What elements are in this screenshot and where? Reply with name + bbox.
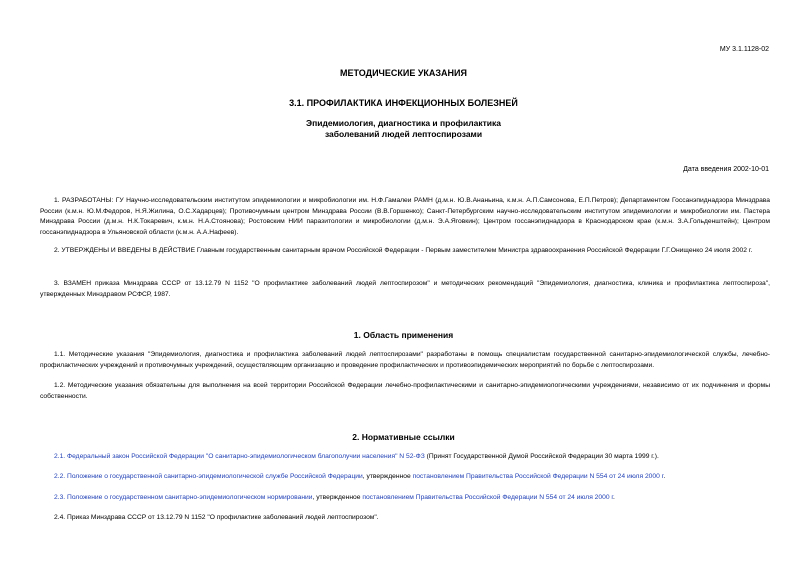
document-code: МУ 3.1.1128-02: [719, 46, 769, 53]
scope-paragraph-1: 1.1. Методические указания "Эпидемиология, диагностика и профилактика заболеваний людей лептоспирозами" разработаны в помощь специалистам государственной санитарно-эпидемиологической службы, лечебно-профилактических учреждений и противочумных учреждений, осуществляющим организацию и проведение профилактических и противоэпидемических мероприятий по борьбе с лептоспирозами.: [40, 351, 770, 369]
approved-paragraph: 2. УТВЕРЖДЕНЫ И ВВЕДЕНЫ В ДЕЙСТВИЕ Главным государственным санитарным врачом Российской Федерации - Первым заместителем Министра здравоохранения Российской Федерации Г.Г.Онищенко 24 июля 2002 г.: [54, 247, 753, 254]
reference-3-text: , утвержденное: [312, 494, 363, 501]
reference-1-text: (Принят Государственной Думой Российской Федерации 30 марта 1999 г.).: [424, 453, 659, 460]
reference-item-2: [54, 472, 774, 482]
government-decree-link-1[interactable]: постановлением Правительства Российской Федерации N 554 от 24 июля 2000 г: [412, 473, 664, 480]
introduction-date: Дата введения 2002-10-01: [683, 166, 769, 173]
reference-2-text: , утвержденное: [362, 473, 413, 480]
reference-3-number: 2.3.: [54, 494, 68, 501]
reference-2-end: .: [663, 473, 666, 480]
subtitle-line-2: заболеваний людей лептоспирозами: [324, 129, 483, 139]
document-subtitle: [0, 118, 807, 140]
scope-heading: 1. Область применения: [353, 330, 454, 340]
government-decree-link-2[interactable]: постановлением Правительства Российской Федерации N 554 от 24 июля 2000 г: [362, 494, 614, 501]
document-type-title: МЕТОДИЧЕСКИЕ УКАЗАНИЯ: [340, 68, 467, 78]
section-title: 3.1. ПРОФИЛАКТИКА ИНФЕКЦИОННЫХ БОЛЕЗНЕЙ: [289, 98, 518, 108]
scope-paragraph-2: 1.2. Методические указания обязательны для выполнения на всей территории Российской Федерации лечебно-профилактическими и санитарно-эпидемиологическими учреждениями, независимо от их подчинения и формы собственности.: [40, 382, 770, 400]
sanitary-standardization-regulation-link[interactable]: Положение о государственном санитарно-эпидемиологическом нормировании: [67, 494, 313, 501]
developed-by-paragraph: 1. РАЗРАБОТАНЫ: ГУ Научно-исследовательским институтом эпидемиологии и микробиологии им. Н.Ф.Гамалеи РАМН (д.м.н. Ю.В.Ананьина, к.м.н. А.П.Самсонова, Е.П.Петров); Департаментом Госсанэпиднадзора Минздрава России (к.м.н. Ю.М.Федоров, Н.Я.Жилина, О.С.Хадарцев); Противочумным центром Минздрава России (В.В.Горшенко); Санкт-Петербургским научно-исследовательским институтом эпидемиологии и микробиологии им. Пастера Минздрава России (д.м.н. Н.К.Токаревич, к.м.н. Н.А.Стоянова); Ростовским НИИ паразитологии и микробиологии (д.м.н. Э.А.Яговкин); Центром госсанэпиднадзора в Краснодарском крае (к.м.н. З.А.Гольденштейн); Центром госсанэпиднадзора в Ульяновской области (к.м.н. А.А.Нафеев).: [40, 197, 770, 236]
reference-2-number: 2.2.: [54, 473, 68, 480]
reference-item-4: 2.4. Приказ Минздрава СССР от 13.12.79 N 1152 "О профилактике заболеваний людей лептоспирозом".: [54, 514, 379, 521]
replaces-paragraph: 3. ВЗАМЕН приказа Минздрава СССР от 13.12.79 N 1152 "О профилактике заболеваний людей лептоспирозом" и методических рекомендаций "Эпидемиология, диагностика, клиника и профилактика лептоспироза", утвержденных Минздравом РСФСР, 1987.: [40, 280, 770, 298]
reference-item-3: [54, 493, 774, 503]
reference-item-1: [54, 452, 774, 462]
sanitary-service-regulation-link[interactable]: Положение о государственной санитарно-эпидемиологической службе Российской Федерации: [67, 473, 363, 480]
reference-3-end: .: [613, 494, 615, 501]
federal-law-link[interactable]: Федеральный закон Российской Федерации "О санитарно-эпидемиологическом благополучии населения" N 52-ФЗ: [67, 453, 425, 460]
normative-references-heading: 2. Нормативные ссылки: [352, 432, 455, 442]
reference-1-number: 2.1.: [54, 453, 68, 460]
subtitle-line-1: Эпидемиология, диагностика и профилактика: [306, 118, 501, 128]
